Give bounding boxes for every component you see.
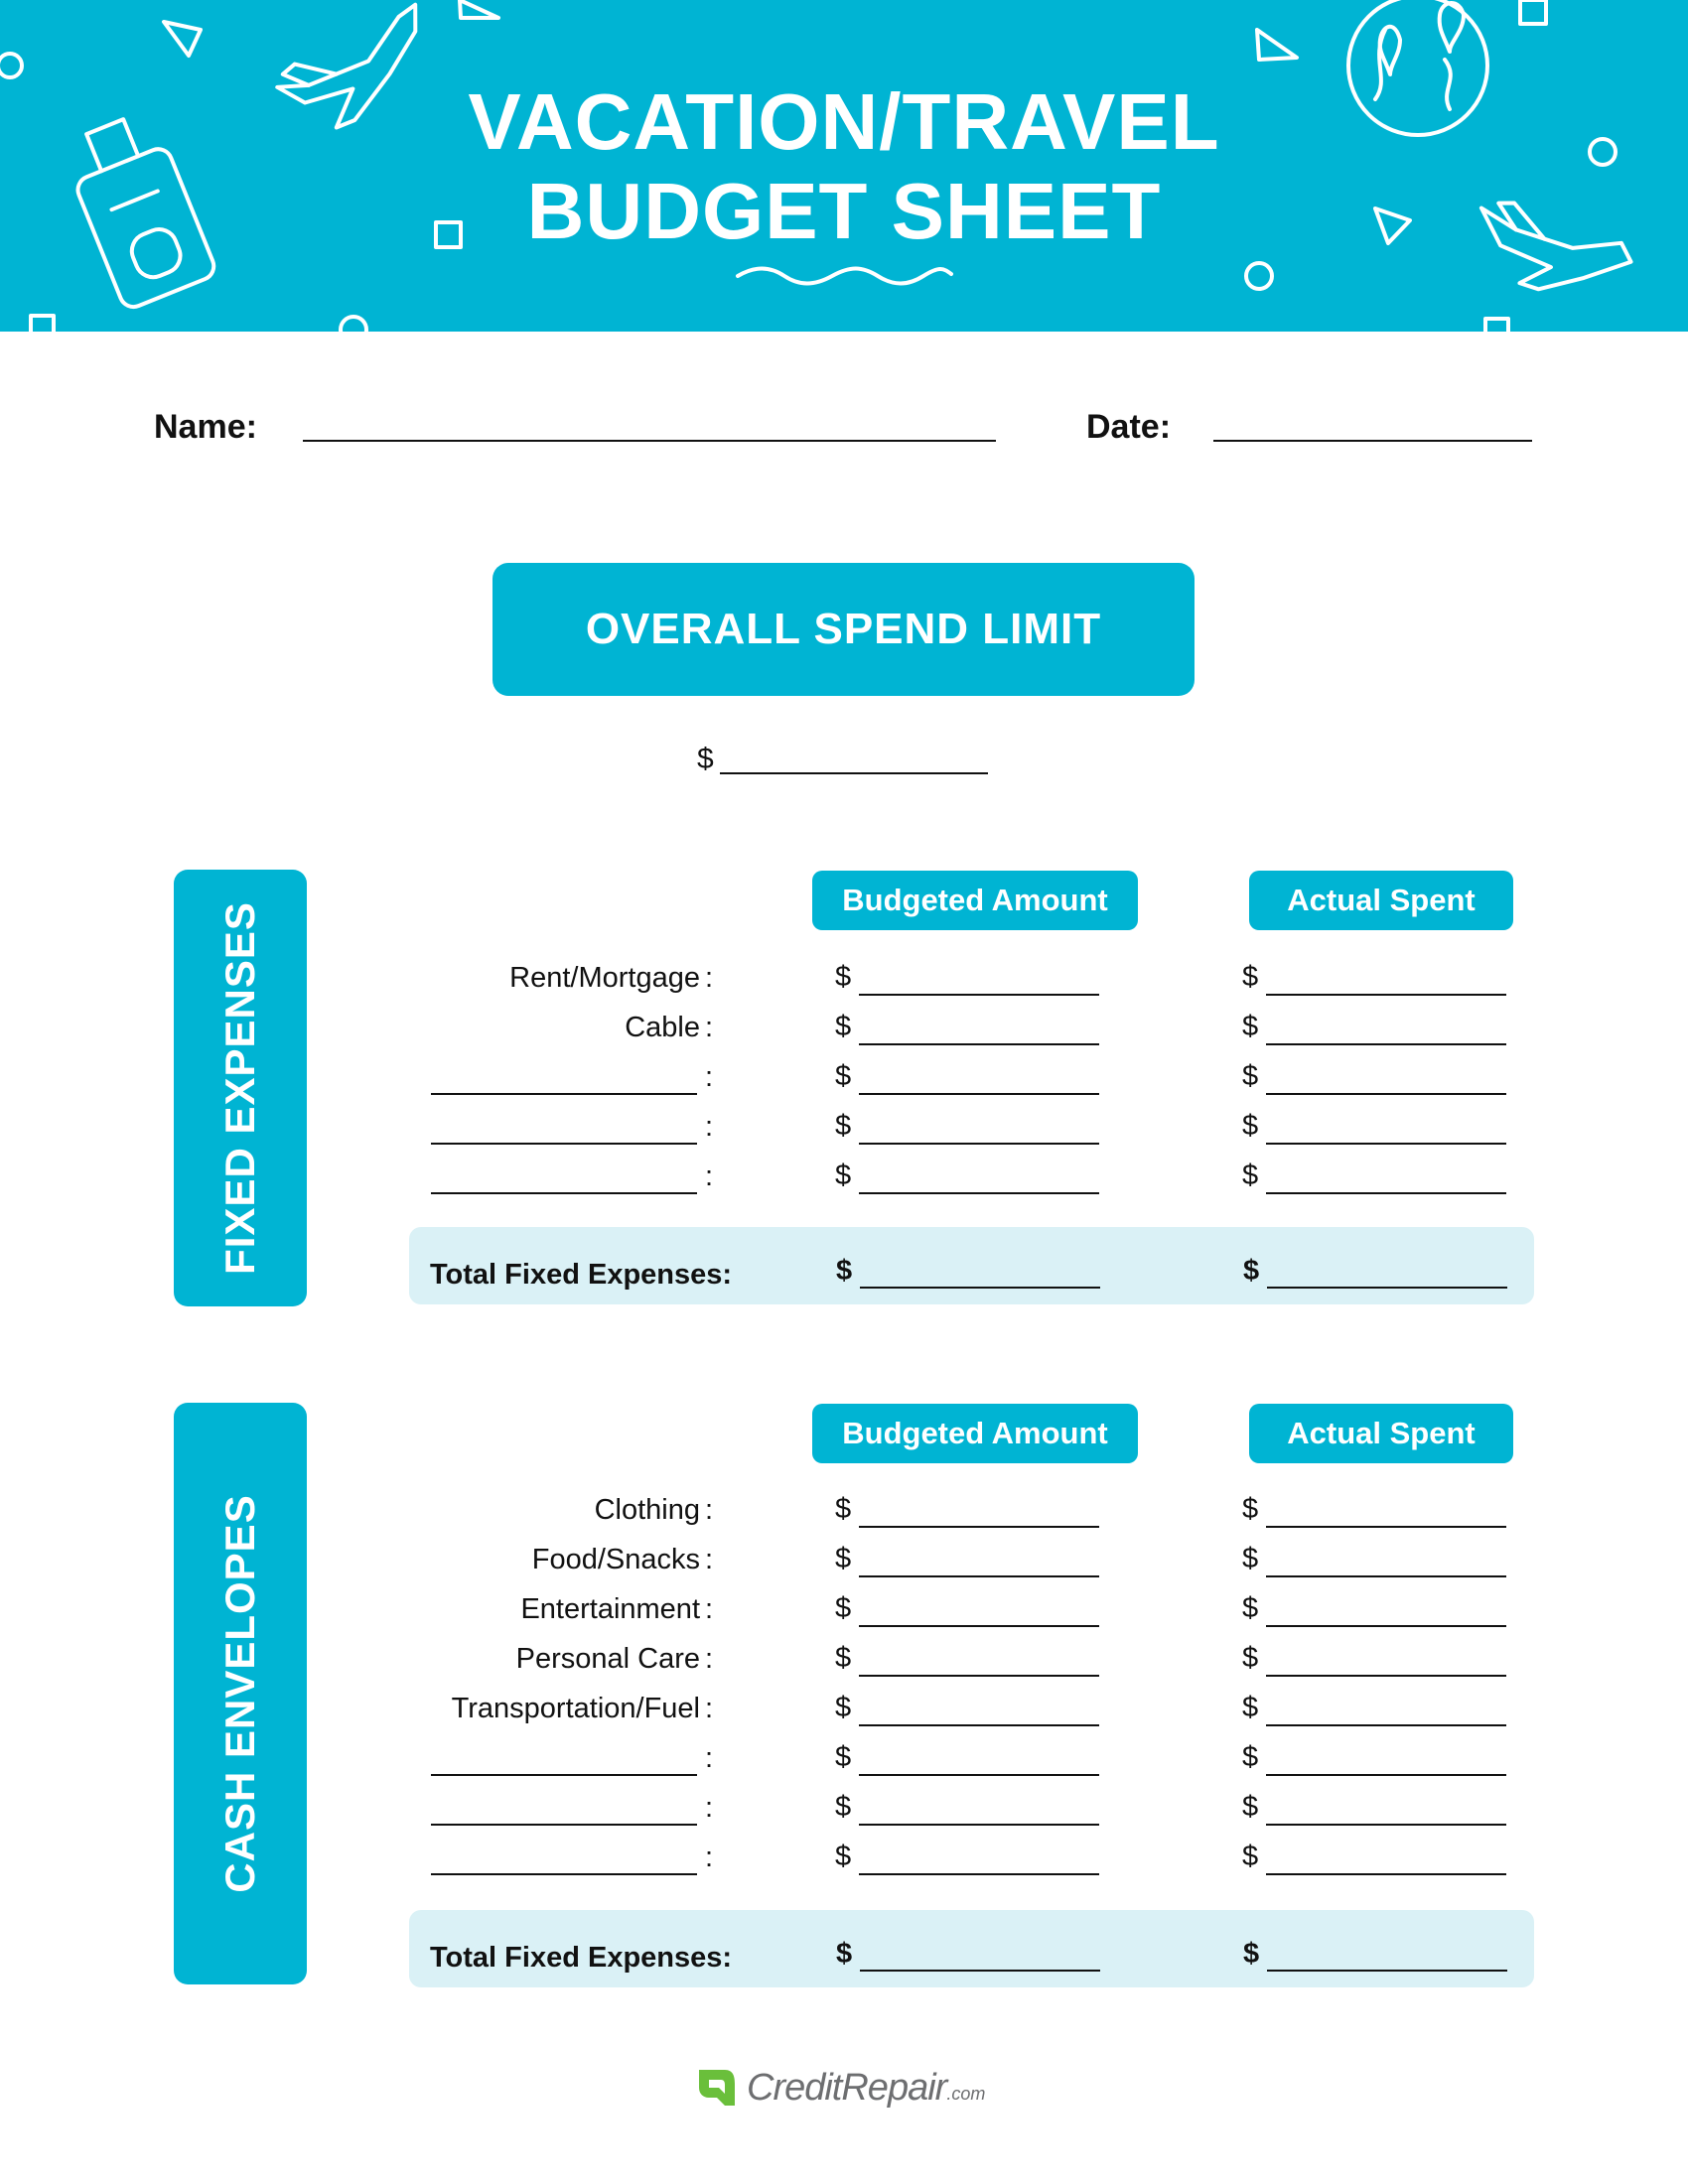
budgeted-amount-input-line[interactable] [859,1824,1099,1826]
actual-spent-header: Actual Spent [1249,1404,1513,1463]
total-label: Total Fixed Expenses: [430,1942,733,1974]
actual-currency: $ [1242,961,1259,993]
name-label: Name: [154,408,257,446]
total-budgeted-currency: $ [836,1938,853,1970]
actual-spent-input-line[interactable] [1266,1774,1506,1776]
spend-limit-currency: $ [697,743,714,775]
spend-limit-input-line[interactable] [720,772,988,774]
row-colon: : [705,962,714,994]
actual-spent-input-line[interactable] [1266,1043,1506,1045]
actual-currency: $ [1242,1741,1259,1773]
total-actual-input-line[interactable] [1267,1287,1507,1289]
row-label-input-line[interactable] [431,1192,697,1194]
row-label: Personal Care [515,1643,700,1675]
actual-spent-input-line[interactable] [1266,1192,1506,1194]
budgeted-currency: $ [835,1692,852,1723]
actual-currency: $ [1242,1011,1259,1042]
triangle-shape-icon [1257,30,1297,60]
logo-wordmark: CreditRepair.com [747,2066,986,2109]
square-shape-icon [1485,319,1508,332]
actual-spent-input-line[interactable] [1266,1143,1506,1145]
row-colon: : [705,1742,714,1774]
circle-shape-icon [341,317,366,332]
square-shape-icon [1520,0,1546,24]
row-colon: : [705,1061,714,1093]
actual-spent-input-line[interactable] [1266,1575,1506,1577]
budgeted-currency: $ [835,1060,852,1092]
overall-spend-limit-header: OVERALL SPEND LIMIT [492,563,1195,696]
budgeted-currency: $ [835,1160,852,1191]
budgeted-amount-input-line[interactable] [859,1724,1099,1726]
total-actual-currency: $ [1243,1938,1260,1970]
budgeted-amount-input-line[interactable] [859,1625,1099,1627]
header-banner [0,0,1688,332]
actual-spent-input-line[interactable] [1266,1526,1506,1528]
actual-currency: $ [1242,1543,1259,1574]
triangle-shape-icon [164,22,201,56]
budgeted-currency: $ [835,1841,852,1872]
budgeted-amount-input-line[interactable] [859,1675,1099,1677]
row-colon: : [705,1842,714,1873]
budgeted-amount-input-line[interactable] [859,1526,1099,1528]
actual-currency: $ [1242,1060,1259,1092]
budgeted-currency: $ [835,961,852,993]
total-actual-currency: $ [1243,1255,1260,1287]
row-colon: : [705,1792,714,1824]
row-colon: : [705,1111,714,1143]
total-label: Total Fixed Expenses: [430,1259,733,1291]
budgeted-amount-header: Budgeted Amount [812,871,1138,930]
actual-spent-input-line[interactable] [1266,1873,1506,1875]
actual-currency: $ [1242,1841,1259,1872]
section-tab-0 [174,870,307,1306]
row-label-input-line[interactable] [431,1873,697,1875]
row-colon: : [705,1012,714,1043]
row-colon: : [705,1593,714,1625]
row-label-input-line[interactable] [431,1824,697,1826]
row-label-input-line[interactable] [431,1093,697,1095]
row-label: Clothing [594,1494,700,1526]
section-title: FIXED EXPENSES [216,901,263,1275]
budgeted-currency: $ [835,1592,852,1624]
actual-spent-input-line[interactable] [1266,1675,1506,1677]
section-tab-1 [174,1403,307,1984]
actual-currency: $ [1242,1692,1259,1723]
budgeted-amount-input-line[interactable] [859,1143,1099,1145]
wave-divider-icon [738,269,951,284]
creditrepair-logo [695,2063,985,2113]
circle-shape-icon [0,54,22,77]
budgeted-amount-input-line[interactable] [859,1192,1099,1194]
budgeted-currency: $ [835,1791,852,1823]
budgeted-amount-input-line[interactable] [859,1093,1099,1095]
budgeted-currency: $ [835,1110,852,1142]
budgeted-amount-input-line[interactable] [859,1873,1099,1875]
actual-spent-header: Actual Spent [1249,871,1513,930]
budgeted-amount-header: Budgeted Amount [812,1404,1138,1463]
actual-currency: $ [1242,1493,1259,1525]
budgeted-currency: $ [835,1543,852,1574]
row-colon: : [705,1643,714,1675]
total-budgeted-input-line[interactable] [860,1970,1100,1972]
name-input-line[interactable] [303,440,996,442]
actual-spent-input-line[interactable] [1266,1093,1506,1095]
row-label: Food/Snacks [531,1544,700,1575]
title-line-2: BUDGET SHEET [526,167,1162,255]
row-colon: : [705,1160,714,1192]
row-label-input-line[interactable] [431,1143,697,1145]
actual-currency: $ [1242,1791,1259,1823]
title-line-1: VACATION/TRAVEL [468,77,1220,166]
actual-currency: $ [1242,1160,1259,1191]
budgeted-amount-input-line[interactable] [859,1774,1099,1776]
row-label: Transportation/Fuel [451,1693,700,1724]
actual-spent-input-line[interactable] [1266,1625,1506,1627]
row-label-input-line[interactable] [431,1774,697,1776]
actual-currency: $ [1242,1642,1259,1674]
actual-spent-input-line[interactable] [1266,1824,1506,1826]
square-shape-icon [31,316,54,332]
row-label: Cable [625,1012,700,1043]
budgeted-amount-input-line[interactable] [859,994,1099,996]
budgeted-currency: $ [835,1011,852,1042]
budgeted-currency: $ [835,1493,852,1525]
date-label: Date: [1086,408,1172,446]
row-colon: : [705,1494,714,1526]
budgeted-currency: $ [835,1741,852,1773]
actual-currency: $ [1242,1110,1259,1142]
row-label: Entertainment [520,1593,700,1625]
page-title [0,77,1688,256]
row-label: Rent/Mortgage [509,962,700,994]
triangle-shape-icon [460,0,498,18]
total-budgeted-currency: $ [836,1255,853,1287]
circle-shape-icon [1246,263,1272,289]
budgeted-currency: $ [835,1642,852,1674]
total-actual-input-line[interactable] [1267,1970,1507,1972]
creditrepair-leaf-icon [695,2066,739,2110]
row-colon: : [705,1693,714,1724]
row-colon: : [705,1544,714,1575]
actual-spent-input-line[interactable] [1266,994,1506,996]
section-title: CASH ENVELOPES [216,1494,263,1893]
budgeted-amount-input-line[interactable] [859,1575,1099,1577]
total-budgeted-input-line[interactable] [860,1287,1100,1289]
actual-spent-input-line[interactable] [1266,1724,1506,1726]
actual-currency: $ [1242,1592,1259,1624]
budgeted-amount-input-line[interactable] [859,1043,1099,1045]
date-input-line[interactable] [1213,440,1532,442]
